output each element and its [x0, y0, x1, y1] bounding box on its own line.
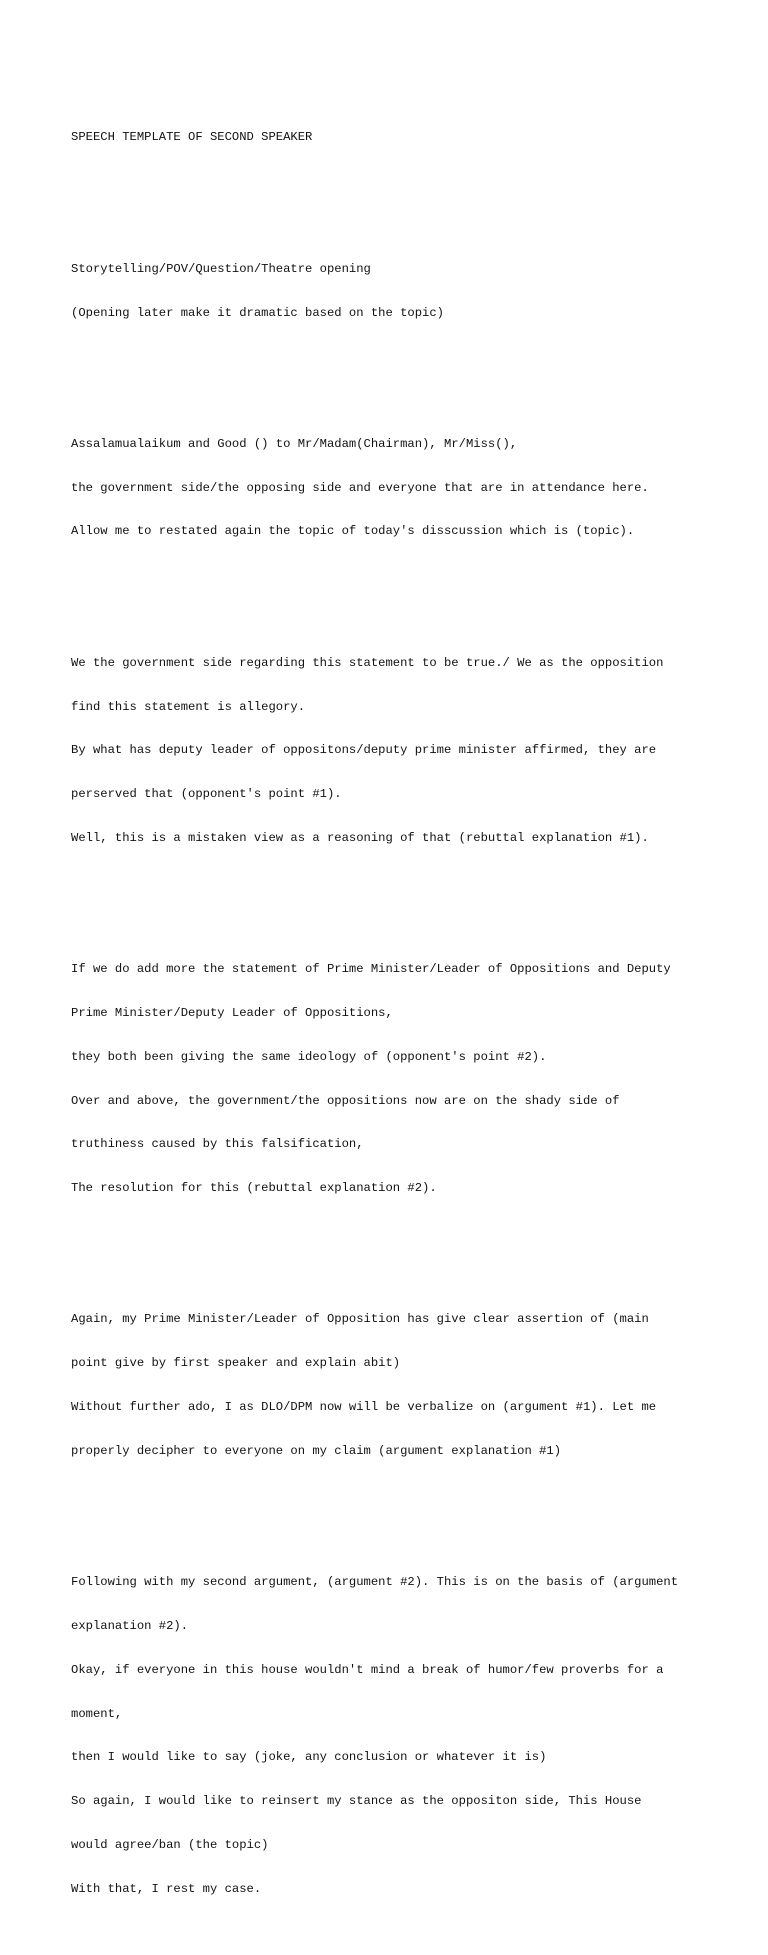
paragraph-line: Allow me to restated again the topic of today's disscussion which is (topic). [71, 524, 635, 539]
paragraph-line: Okay, if everyone in this house wouldn't mind a break of humor/few proverbs for a [71, 1662, 664, 1677]
paragraph-line: If we do add more the statement of Prime Minister/Leader of Oppositions and Deputy [71, 962, 671, 977]
paragraph-line: truthiness caused by this falsification, [71, 1137, 364, 1152]
paragraph-line: (Opening later make it dramatic based on the topic) [71, 305, 444, 320]
paragraph-line: We the government side regarding this statement to be true./ We as the opposition [71, 655, 664, 670]
document-title: SPEECH TEMPLATE OF SECOND SPEAKER [71, 130, 313, 145]
paragraph-stance-rebuttal-1 [71, 627, 711, 875]
paragraph-line: find this statement is allegory. [71, 699, 306, 714]
paragraph-rebuttal-2 [71, 933, 711, 1225]
document-title-block [71, 101, 711, 174]
paragraph-line: So again, I would like to reinsert my stance as the oppositon side, This House [71, 1794, 642, 1809]
paragraph-line: Well, this is a mistaken view as a reasoning of that (rebuttal explanation #1). [71, 830, 649, 845]
paragraph-line: Prime Minister/Deputy Leader of Oppositions, [71, 1006, 393, 1020]
paragraph-line: Over and above, the government/the oppositions now are on the shady side of [71, 1093, 620, 1108]
paragraph-line: the government side/the opposing side and everyone that are in attendance here. [71, 480, 649, 495]
paragraph-line: Following with my second argument, (argument #2). This is on the basis of (argument [71, 1575, 679, 1590]
paragraph-line: Without further ado, I as DLO/DPM now will be verbalize on (argument #1). Let me [71, 1400, 657, 1415]
paragraph-line: By what has deputy leader of oppositons/deputy prime minister affirmed, they are [71, 743, 657, 758]
paragraph-line: With that, I rest my case. [71, 1881, 262, 1896]
paragraph-line: Assalamualaikum and Good () to Mr/Madam(Chairman), Mr/Miss(), [71, 436, 518, 451]
paragraph-line: The resolution for this (rebuttal explanation #2). [71, 1181, 437, 1196]
paragraph-argument-2-closing [71, 1546, 711, 1925]
paragraph-line: Again, my Prime Minister/Leader of Opposition has give clear assertion of (main [71, 1312, 649, 1327]
paragraph-greeting [71, 408, 711, 569]
paragraph-line: they both been giving the same ideology of (opponent's point #2). [71, 1049, 547, 1064]
paragraph-line: point give by first speaker and explain abit) [71, 1356, 401, 1371]
document-page [71, 72, 711, 1955]
paragraph-line: Storytelling/POV/Question/Theatre opening [71, 261, 371, 276]
paragraph-argument-1 [71, 1283, 711, 1487]
paragraph-opening [71, 233, 711, 350]
paragraph-line: would agree/ban (the topic) [71, 1837, 269, 1852]
paragraph-line: perserved that (opponent's point #1). [71, 787, 342, 802]
paragraph-line: explanation #2). [71, 1618, 189, 1633]
paragraph-line: properly decipher to everyone on my claim (argument explanation #1) [71, 1443, 562, 1458]
paragraph-line: moment, [71, 1706, 123, 1721]
paragraph-line: then I would like to say (joke, any conclusion or whatever it is) [71, 1750, 547, 1765]
